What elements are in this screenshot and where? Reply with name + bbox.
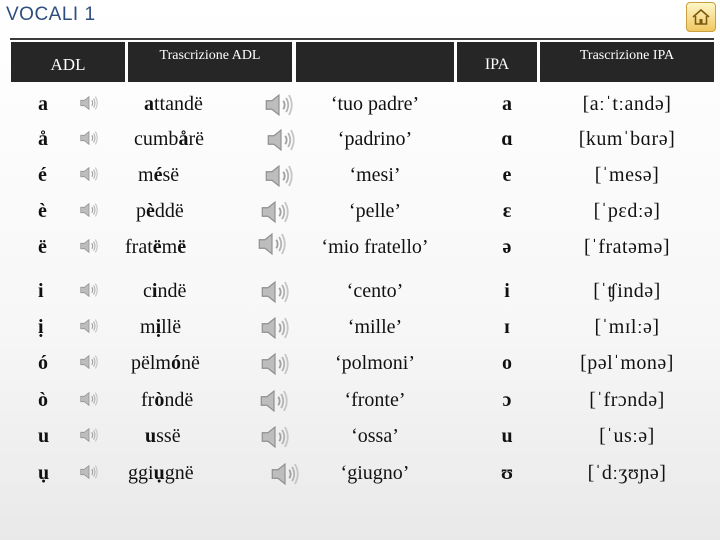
vowel-row [0, 121, 720, 157]
ipa-symbol: u [501, 425, 513, 447]
ipa-symbol: o [502, 352, 512, 374]
header-adl: ADL [11, 42, 125, 82]
vowel-row [0, 345, 720, 381]
slide-title: VOCALI 1 [6, 4, 96, 25]
speaker-icon[interactable] [258, 347, 292, 386]
adl-transcription: pëlmónë [131, 352, 200, 374]
meaning-text: ‘tuo padre’ [330, 93, 420, 115]
ipa-transcription: [ˈmɪlːə] [594, 316, 660, 338]
vowel-row [0, 86, 720, 122]
meaning-text: ‘pelle’ [348, 200, 402, 222]
adl-letter: å [38, 128, 48, 150]
ipa-symbol: i [504, 280, 510, 302]
ipa-transcription: [aːˈtːandə] [582, 93, 672, 115]
speaker-icon[interactable] [78, 388, 100, 415]
speaker-icon[interactable] [78, 127, 100, 154]
speaker-icon[interactable] [78, 279, 100, 306]
adl-vowel-highlight: ë [177, 236, 187, 258]
ipa-symbol: ə [502, 236, 512, 258]
vowel-row [0, 455, 720, 491]
ipa-transcription: [ˈpɛdːə] [593, 200, 661, 222]
adl-transcription: fratëmë [125, 236, 187, 258]
meaning-text: ‘padrino’ [337, 128, 413, 150]
ipa-symbol: ɑ [501, 128, 513, 150]
speaker-icon[interactable] [78, 315, 100, 342]
adl-letter: ë [38, 236, 47, 258]
adl-letter: ò [38, 389, 48, 411]
vowel-row [0, 382, 720, 418]
home-button[interactable] [686, 2, 716, 32]
ipa-symbol: ɔ [502, 389, 512, 411]
speaker-icon[interactable] [78, 92, 100, 119]
meaning-text: ‘giugno’ [340, 462, 410, 484]
vowel-row [0, 418, 720, 454]
speaker-icon[interactable] [78, 351, 100, 378]
adl-transcription: fròndë [141, 389, 194, 411]
ipa-symbol: a [502, 93, 512, 115]
adl-transcription: cumbårë [134, 128, 204, 150]
adl-transcription: cindë [143, 280, 187, 302]
adl-letter: i [38, 280, 44, 302]
meaning-text: ‘fronte’ [344, 389, 406, 411]
ipa-transcription: [ˈdːʒʊɲə] [587, 462, 667, 484]
vowel-row [0, 157, 720, 193]
vowel-row [0, 229, 720, 265]
adl-letter: u [38, 425, 50, 447]
speaker-icon[interactable] [78, 163, 100, 190]
ipa-symbol: ɪ [504, 316, 510, 338]
vowel-row [0, 309, 720, 345]
title-divider [10, 38, 714, 40]
meaning-text: ‘cento’ [346, 280, 404, 302]
adl-transcription: ussë [145, 425, 181, 447]
meaning-text: ‘mesi’ [349, 164, 401, 186]
adl-transcription: ggiụgnë [128, 462, 194, 484]
adl-letter: a [38, 93, 48, 115]
header-ipa: IPA [457, 42, 537, 82]
adl-transcription: pèddë [136, 200, 184, 222]
ipa-symbol: e [502, 164, 512, 186]
adl-letter: ó [38, 352, 48, 374]
header-meaning [296, 42, 454, 82]
ipa-transcription: [ˈʧində] [593, 280, 661, 302]
ipa-transcription: [ˈfratəmə] [583, 236, 671, 258]
speaker-icon[interactable] [78, 199, 100, 226]
speaker-icon[interactable] [78, 424, 100, 451]
speaker-icon[interactable] [78, 235, 100, 262]
speaker-icon[interactable] [78, 461, 100, 488]
adl-transcription: mịllë [140, 316, 182, 338]
ipa-transcription: [pəlˈmonə] [580, 352, 674, 374]
adl-letter: é [38, 164, 47, 186]
header-trascrizione-adl: Trascrizione ADL [128, 42, 292, 82]
adl-letter: è [38, 200, 47, 222]
speaker-icon[interactable] [258, 420, 292, 459]
home-icon [691, 7, 711, 27]
adl-letter: ụ [38, 462, 50, 484]
meaning-text: ‘mille’ [347, 316, 403, 338]
adl-transcription: mésë [138, 164, 180, 186]
vowel-row [0, 273, 720, 309]
speaker-icon[interactable] [255, 227, 289, 266]
vowel-row [0, 193, 720, 229]
ipa-transcription: [ˈusːə] [599, 425, 655, 447]
meaning-text: ‘ossa’ [351, 425, 399, 447]
adl-letter: ị [38, 316, 44, 338]
adl-transcription: attandë [144, 93, 203, 115]
header-trascrizione-ipa: Trascrizione IPA [540, 42, 714, 82]
meaning-text: ‘polmoni’ [335, 352, 415, 374]
meaning-text: ‘mio fratello’ [321, 236, 429, 258]
ipa-transcription: [ˈmesə] [594, 164, 660, 186]
ipa-transcription: [kumˈbɑrə] [578, 128, 676, 150]
ipa-symbol: ɛ [502, 200, 512, 222]
ipa-transcription: [ˈfrɔndə] [589, 389, 665, 411]
ipa-symbol: ʊ [500, 462, 514, 484]
